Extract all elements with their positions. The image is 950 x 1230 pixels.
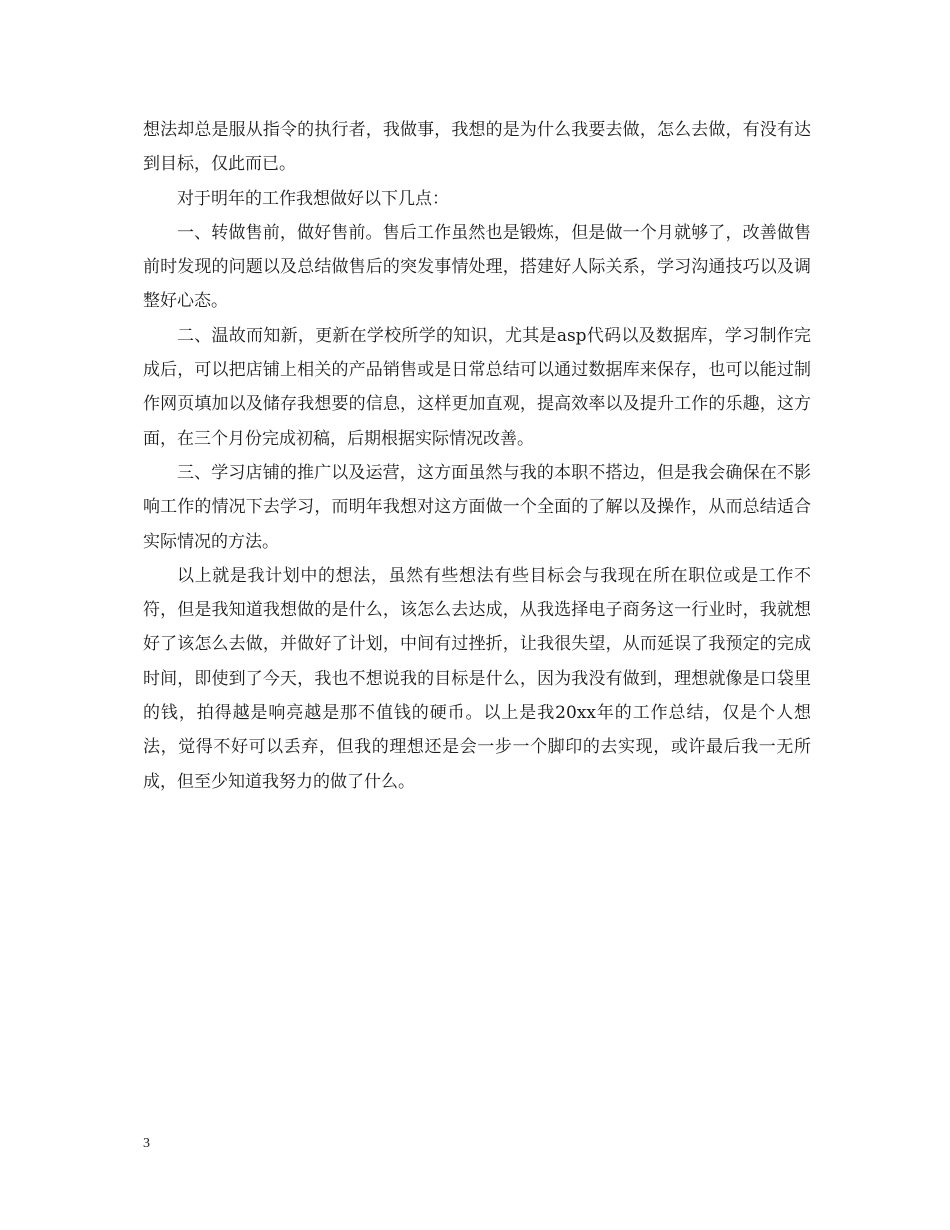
paragraph-point-two: 二、温故而知新，更新在学校所学的知识，尤其是asp代码以及数据库，学习制作完成后，可以把店铺上相关的产品销售或是日常总结可以通过数据库来保存，也可以能过制作网页填加以及储存我想要的信息，这样更加直观，提高效率以及提升工作的乐趣，这方面，在三个月份完成初稿，后期根据实际情况改善。	[143, 325, 811, 449]
paragraph-point-one: 一、转做售前，做好售前。售后工作虽然也是锻炼，但是做一个月就够了，改善做售前时发现的问题以及总结做售后的突发事情处理，搭建好人际关系，学习沟通技巧以及调整好心态。	[143, 222, 811, 312]
paragraph-conclusion: 以上就是我计划中的想法，虽然有些想法有些目标会与我现在所在职位或是工作不符，但是我知道我想做的是什么，该怎么去达成，从我选择电子商务这一行业时，我就想好了该怎么去做，并做好了计划，中间有过挫折，让我很失望，从而延误了我预定的完成时间，即使到了今天，我也不想说我的目标是什么，因为我没有做到，理想就像是口袋里的钱，拍得越是响亮越是那不值钱的硬币。以上是我20xx年的工作总结，仅是个人想法，觉得不好可以丢弃，但我的理想还是会一步一个脚印的去实现，或许最后我一无所成，但至少知道我努力的做了什么。	[143, 565, 811, 792]
paragraph-continuation: 想法却总是服从指令的执行者，我做事，我想的是为什么我要去做，怎么去做，有没有达到目标，仅此而已。	[143, 120, 811, 175]
page-number: 3	[143, 1136, 150, 1151]
paragraph-point-three: 三、学习店铺的推广以及运营，这方面虽然与我的本职不搭边，但是我会确保在不影响工作的情况下去学习，而明年我想对这方面做一个全面的了解以及操作，从而总结适合实际情况的方法。	[143, 462, 811, 552]
paragraph-plan-intro: 对于明年的工作我想做好以下几点：	[177, 188, 449, 209]
document-body	[143, 113, 811, 799]
